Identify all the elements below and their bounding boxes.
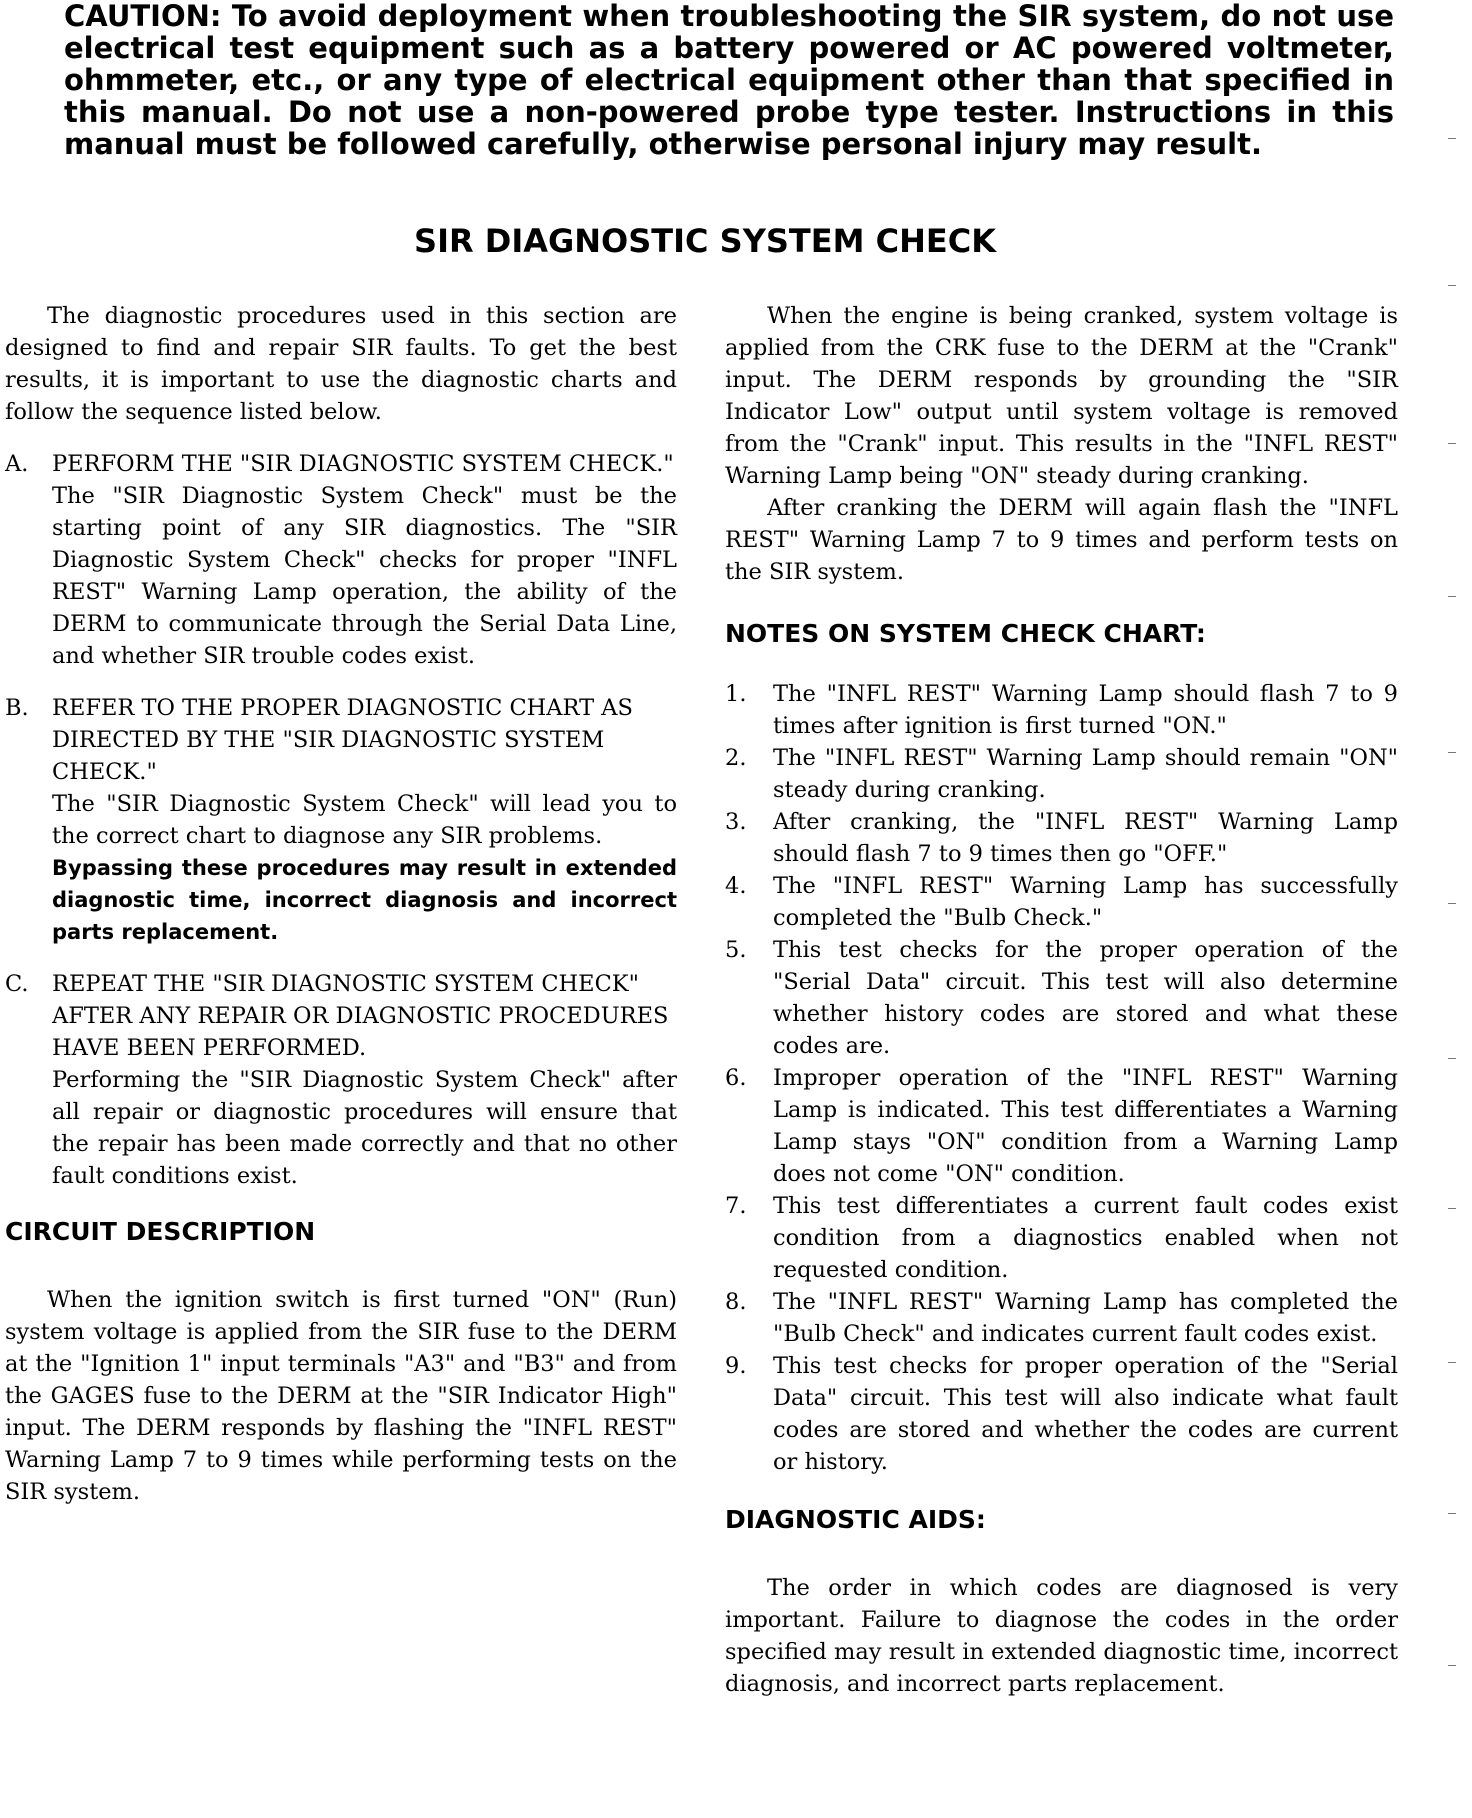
note-text: The "INFL REST" Warning Lamp has successfully completed the "Bulb Check." (773, 873, 1398, 931)
circuit-description-heading: CIRCUIT DESCRIPTION (5, 1217, 316, 1246)
circuit-description-text: When the ignition switch is first turned "ON" (Run) system voltage is applied from the SIR fuse to the DERM at the "Ignition 1" input terminals "A3" and "B3" and from the GAGES fuse to the DERM at the "SIR Indicator High" input. The DERM responds by flashing the "INFL REST" Warning Lamp 7 to 9 times while performing tests on the SIR system. (5, 1287, 677, 1505)
right-column (725, 300, 1398, 1700)
step-label: B. (5, 695, 29, 721)
crank-paragraph: When the engine is being cranked, system voltage is applied from the CRK fuse to the DERM at the "Crank" input. The DERM responds by grounding the "SIR Indicator Low" output until system voltage is removed from the "Crank" input. This results in the "INFL REST" Warning Lamp being "ON" steady during cranking. (725, 303, 1398, 489)
after-crank-paragraph: After cranking the DERM will again flash the "INFL REST" Warning Lamp 7 to 9 times and perform tests on the SIR system. (725, 495, 1398, 585)
step-heading: PERFORM THE "SIR DIAGNOSTIC SYSTEM CHECK." (52, 451, 674, 477)
note-item (725, 1190, 1398, 1286)
margin-tick (1448, 752, 1456, 753)
note-item (725, 1350, 1398, 1478)
margin-tick (1448, 1513, 1456, 1514)
step-label: A. (5, 451, 29, 477)
margin-tick (1448, 443, 1456, 444)
note-text: Improper operation of the "INFL REST" Warning Lamp is indicated. This test differentiates a Warning Lamp stays "ON" condition from a Warning Lamp does not come "ON" condition. (773, 1065, 1398, 1187)
margin-tick (1448, 596, 1456, 597)
note-number: 8. (725, 1289, 747, 1315)
note-number: 1. (725, 681, 747, 707)
note-text: The "INFL REST" Warning Lamp has completed the "Bulb Check" and indicates current fault codes exist. (773, 1289, 1398, 1347)
note-text: This test checks for the proper operation of the "Serial Data" circuit. This test will also determine whether history codes are stored and what these codes are. (773, 937, 1398, 1059)
page-title: SIR DIAGNOSTIC SYSTEM CHECK (414, 222, 996, 260)
step-body: The "SIR Diagnostic System Check" must be the starting point of any SIR diagnostics. The "SIR Diagnostic System Check" checks for proper "INFL REST" Warning Lamp operation, the ability of the DERM to communicate through the Serial Data Line, and whether SIR trouble codes exist. (52, 483, 677, 669)
intro-paragraph: The diagnostic procedures used in this section are designed to find and repair SIR faults. To get the best results, it is important to use the diagnostic charts and follow the sequence listed below. (5, 303, 677, 425)
margin-tick (1448, 1665, 1456, 1666)
step-label: C. (5, 971, 29, 997)
note-text: This test differentiates a current fault codes exist condition from a diagnostics enabled when not requested condition. (773, 1193, 1398, 1283)
note-item (725, 806, 1398, 870)
margin-tick (1448, 1058, 1456, 1059)
note-text: The "INFL REST" Warning Lamp should flash 7 to 9 times after ignition is first turned "ON." (773, 681, 1398, 739)
margin-tick (1448, 138, 1456, 139)
notes-heading: NOTES ON SYSTEM CHECK CHART: (725, 619, 1206, 648)
note-item (725, 870, 1398, 934)
step-a (5, 448, 677, 672)
margin-tick (1448, 285, 1456, 286)
note-number: 7. (725, 1193, 747, 1219)
note-number: 4. (725, 873, 747, 899)
notes-list (725, 678, 1398, 1478)
diagnostic-aids-text: The order in which codes are diagnosed is very important. Failure to diagnose the codes in the order specified may result in extended diagnostic time, incorrect diagnosis, and incorrect parts replacement. (725, 1575, 1398, 1697)
note-number: 3. (725, 809, 747, 835)
note-number: 9. (725, 1353, 747, 1379)
note-item (725, 742, 1398, 806)
step-b (5, 692, 677, 948)
step-body: Performing the "SIR Diagnostic System Check" after all repair or diagnostic procedures will ensure that the repair has been made correctly and that no other fault conditions exist. (52, 1067, 677, 1189)
margin-tick (1448, 1362, 1456, 1363)
note-text: This test checks for proper operation of the "Serial Data" circuit. This test will also indicate what fault codes are stored and whether the codes are current or history. (773, 1353, 1398, 1475)
note-number: 5. (725, 937, 747, 963)
step-c (5, 968, 677, 1192)
margin-tick (1448, 1208, 1456, 1209)
left-column (5, 300, 677, 1508)
margin-tick (1448, 903, 1456, 904)
step-heading: REFER TO THE PROPER DIAGNOSTIC CHART AS DIRECTED BY THE "SIR DIAGNOSTIC SYSTEM CHECK." (52, 695, 633, 785)
note-text: After cranking, the "INFL REST" Warning Lamp should flash 7 to 9 times then go "OFF." (773, 809, 1398, 867)
note-number: 6. (725, 1065, 747, 1091)
step-heading: REPEAT THE "SIR DIAGNOSTIC SYSTEM CHECK" AFTER ANY REPAIR OR DIAGNOSTIC PROCEDURES HAVE BEEN PERFORMED. (52, 971, 669, 1061)
diagnostic-aids-heading: DIAGNOSTIC AIDS: (725, 1505, 986, 1534)
note-item (725, 934, 1398, 1062)
step-body: The "SIR Diagnostic System Check" will lead you to the correct chart to diagnose any SIR problems. (52, 791, 677, 849)
caution-notice: CAUTION: To avoid deployment when troubleshooting the SIR system, do not use electrical test equipment such as a battery powered or AC powered voltmeter, ohmmeter, etc., or any type of electrical equipment other than that specified in this manual. Do not use a non-powered probe type tester. Instructions in this manual must be followed carefully, otherwise personal injury may result. (64, 0, 1394, 161)
note-item (725, 1286, 1398, 1350)
note-text: The "INFL REST" Warning Lamp should remain "ON" steady during cranking. (773, 745, 1398, 803)
note-number: 2. (725, 745, 747, 771)
note-item (725, 678, 1398, 742)
step-warning: Bypassing these procedures may result in extended diagnostic time, incorrect diagnosis and incorrect parts replacement. (52, 856, 677, 944)
note-item (725, 1062, 1398, 1190)
